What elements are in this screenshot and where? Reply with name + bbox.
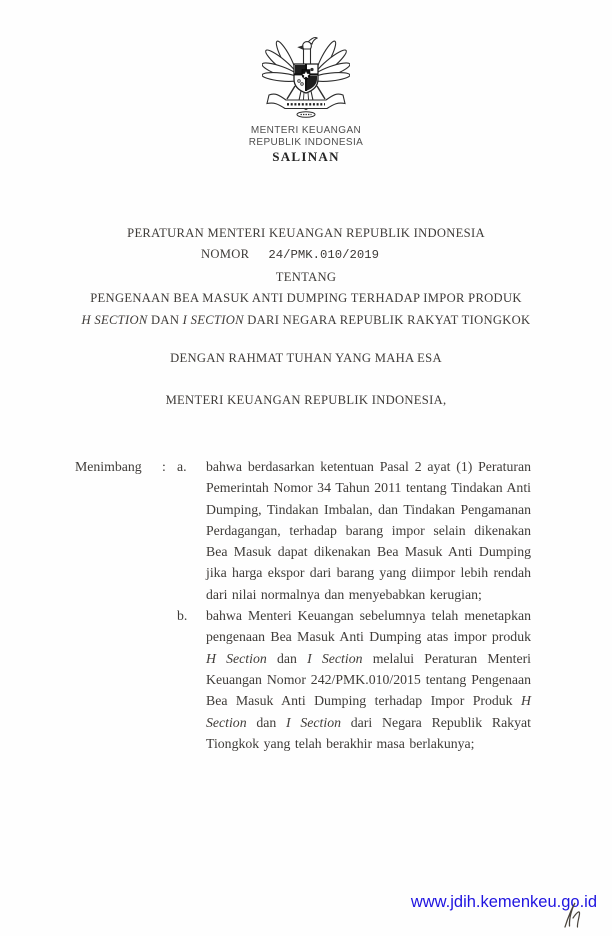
label-separator: :: [162, 459, 166, 474]
term-i-section: I Section: [286, 714, 342, 730]
paragraph-text: bahwa Menteri Keuangan sebelumnya telah menetapkan pengenaan Bea Masuk Anti Dumping atas impor produk: [206, 608, 531, 645]
regulation-subject-line2: [0, 310, 612, 331]
tentang-label: TENTANG: [275, 269, 337, 284]
subject-term-h-section: H SECTION: [81, 312, 148, 327]
paragraph-text: melalui Peraturan Menteri Keuangan Nomor 242/PMK.010/2015 tentang Pengenaan Bea Masuk Anti Dumping terhadap Impor Produk: [206, 650, 531, 709]
term-h-section: H Section: [206, 650, 267, 666]
letterhead: [0, 34, 612, 163]
copy-type-label: SALINAN: [272, 149, 340, 164]
paragraph-text: dan: [266, 650, 308, 666]
paragraph-text: dan: [246, 714, 287, 730]
subject-term-i-section: I SECTION: [182, 312, 244, 327]
garuda-pancasila-emblem: [262, 34, 350, 120]
subject-text: DAN: [147, 312, 183, 327]
considerations-section: [75, 456, 537, 754]
consideration-items: [177, 456, 537, 754]
item-marker: b.: [177, 608, 188, 624]
issuing-authority-line: MENTERI KEUANGAN REPUBLIK INDONESIA,: [165, 393, 447, 407]
paragraph-text: dari Negara Republik Rakyat Tiongkok yang telah berakhir masa berlakunya;: [206, 714, 531, 751]
ministry-country: REPUBLIK INDONESIA: [248, 137, 364, 148]
regulation-subject-line1: PENGENAAN BEA MASUK ANTI DUMPING TERHADAP IMPOR PRODUK: [90, 291, 522, 306]
jdih-watermark-link[interactable]: www.jdih.kemenkeu.go.id: [410, 893, 597, 911]
term-h-section: H Section: [206, 693, 531, 730]
signature-paraph-icon: [560, 899, 588, 931]
term-i-section: I Section: [307, 650, 363, 666]
ministry-name: MENTERI KEUANGAN: [250, 125, 362, 136]
consideration-paragraph: [206, 605, 531, 754]
consideration-item-a: [177, 456, 537, 605]
invocation-line: DENGAN RAHMAT TUHAN YANG MAHA ESA: [170, 351, 442, 365]
paragraph-text: bahwa berdasarkan ketentuan Pasal 2 ayat (1) Peraturan Pemerintah Nomor 34 Tahun 2011 tentang Tindakan Anti Dumping, Tindakan Imbalan, dan Tindakan Pengamanan Perdagangan, terhadap barang impor selain dikenakan Bea Masuk dapat dikenakan Bea Masuk Anti Dumping jika harga ekspor dari barang yang diimpor lebih rendah dari nilai normalnya dan menyebabkan kerugian;: [206, 459, 531, 602]
item-marker: a.: [177, 459, 187, 474]
consideration-item-b: [177, 605, 537, 754]
subject-text: DARI NEGARA REPUBLIK RAKYAT TIONGKOK: [243, 312, 531, 327]
regulation-title-line1: PERATURAN MENTERI KEUANGAN REPUBLIK INDONESIA: [127, 226, 485, 240]
nomor-value: 24/PMK.010/2019: [268, 248, 380, 263]
menimbang-label: Menimbang: [75, 459, 142, 474]
nomor-label: NOMOR: [200, 247, 250, 262]
regulation-title-block: [0, 223, 612, 331]
consideration-paragraph: [206, 456, 531, 605]
regulation-number-line: [0, 244, 596, 266]
